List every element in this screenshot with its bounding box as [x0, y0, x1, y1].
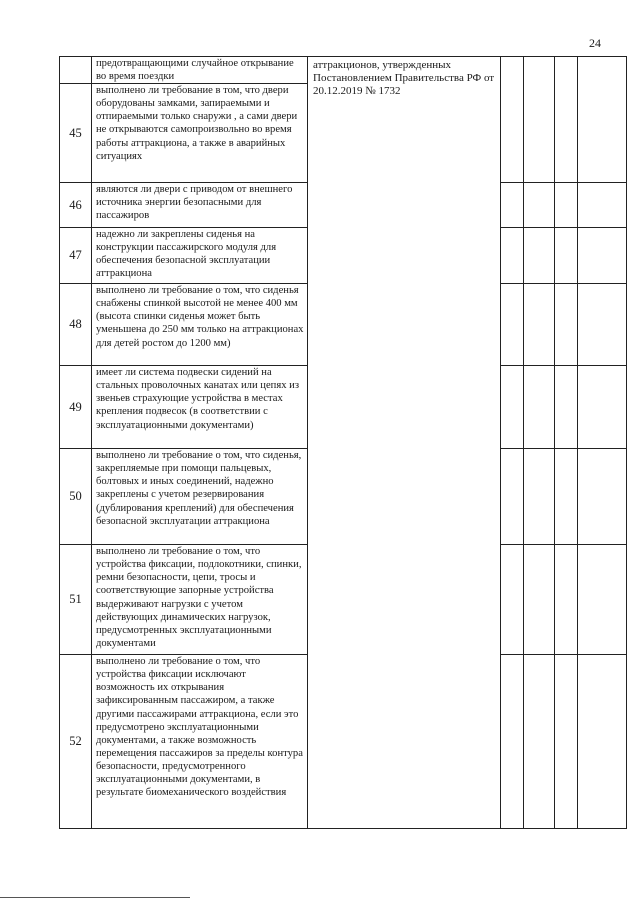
table-row	[60, 57, 627, 84]
answer-cell-na	[555, 284, 578, 366]
answer-cell-yes	[501, 655, 524, 829]
answer-cell-no	[524, 284, 555, 366]
answer-cell-na	[555, 366, 578, 449]
row-number: 46	[60, 183, 92, 228]
requirement-text: выполнено ли требование о том, что сиденья, закрепляемые при помощи пальцевых, болтовых и иных соединений, надежно закреплены с учетом резервирования (дублирования креплений) для обеспечения безопасной эксплуатации аттракциона	[92, 449, 308, 545]
answer-cell-yes	[501, 57, 524, 183]
answer-cell-note	[578, 284, 627, 366]
footer-rule	[0, 897, 190, 898]
checklist-table	[59, 56, 627, 829]
answer-cell-yes	[501, 449, 524, 545]
answer-cell-na	[555, 449, 578, 545]
answer-cell-no	[524, 655, 555, 829]
answer-cell-note	[578, 183, 627, 228]
answer-cell-no	[524, 228, 555, 284]
row-number: 47	[60, 228, 92, 284]
requirement-text: выполнено ли требование в том, что двери оборудованы замками, запираемыми и отпираемыми только снаружи , а сами двери не открываются самопроизвольно во время работы аттракциона, а также в аварийных ситуациях	[92, 84, 308, 183]
answer-cell-yes	[501, 545, 524, 655]
requirement-text: выполнено ли требование о том, что устройства фиксации, подлокотники, спинки, ремни безопасности, цепи, тросы и соответствующие запорные устройства выдерживают нагрузки с учетом действующих динамических нагрузок, предусмотренных эксплуатационными документами	[92, 545, 308, 655]
requirement-text: предотвращающими случайное открывание во время поездки	[92, 57, 308, 84]
requirement-text: имеет ли система подвески сидений на стальных проволочных канатах или цепях из звеньев страхующие устройства в местах крепления подвесок (в соответствии с эксплуатационными документами)	[92, 366, 308, 449]
answer-cell-note	[578, 228, 627, 284]
requirement-text: выполнено ли требование о том, что устройства фиксации исключают возможность их открывания зафиксированным пассажиром, а также другими пассажирами аттракциона, если это предусмотрено эксплуатационными документами, а также возможность перемещения пассажиров за пределы контура безопасности, предусмотренного эксплуатационными документами, в результате биомеханического воздействия	[92, 655, 308, 829]
normative-reference: аттракционов, утвержденных Постановлением Правительства РФ от 20.12.2019 № 1732	[308, 57, 501, 829]
answer-cell-yes	[501, 228, 524, 284]
requirement-text: являются ли двери с приводом от внешнего источника энергии безопасными для пассажиров	[92, 183, 308, 228]
answer-cell-yes	[501, 366, 524, 449]
answer-cell-no	[524, 183, 555, 228]
row-number: 52	[60, 655, 92, 829]
answer-cell-note	[578, 449, 627, 545]
answer-cell-na	[555, 183, 578, 228]
row-number: 51	[60, 545, 92, 655]
answer-cell-na	[555, 228, 578, 284]
answer-cell-na	[555, 57, 578, 183]
page-number: 24	[589, 36, 601, 50]
row-number: 45	[60, 84, 92, 183]
answer-cell-no	[524, 57, 555, 183]
row-number	[60, 57, 92, 84]
answer-cell-no	[524, 366, 555, 449]
row-number: 49	[60, 366, 92, 449]
answer-cell-note	[578, 655, 627, 829]
row-number: 48	[60, 284, 92, 366]
answer-cell-yes	[501, 183, 524, 228]
answer-cell-yes	[501, 284, 524, 366]
row-number: 50	[60, 449, 92, 545]
answer-cell-note	[578, 366, 627, 449]
answer-cell-no	[524, 449, 555, 545]
requirement-text: надежно ли закреплены сиденья на конструкции пассажирского модуля для обеспечения безопасной эксплуатации аттракциона	[92, 228, 308, 284]
answer-cell-note	[578, 57, 627, 183]
answer-cell-no	[524, 545, 555, 655]
answer-cell-na	[555, 655, 578, 829]
answer-cell-note	[578, 545, 627, 655]
requirement-text: выполнено ли требование о том, что сиденья снабжены спинкой высотой не менее 400 мм (высота спинки сиденья может быть уменьшена до 250 мм только на аттракционах для детей ростом до 1200 мм)	[92, 284, 308, 366]
answer-cell-na	[555, 545, 578, 655]
